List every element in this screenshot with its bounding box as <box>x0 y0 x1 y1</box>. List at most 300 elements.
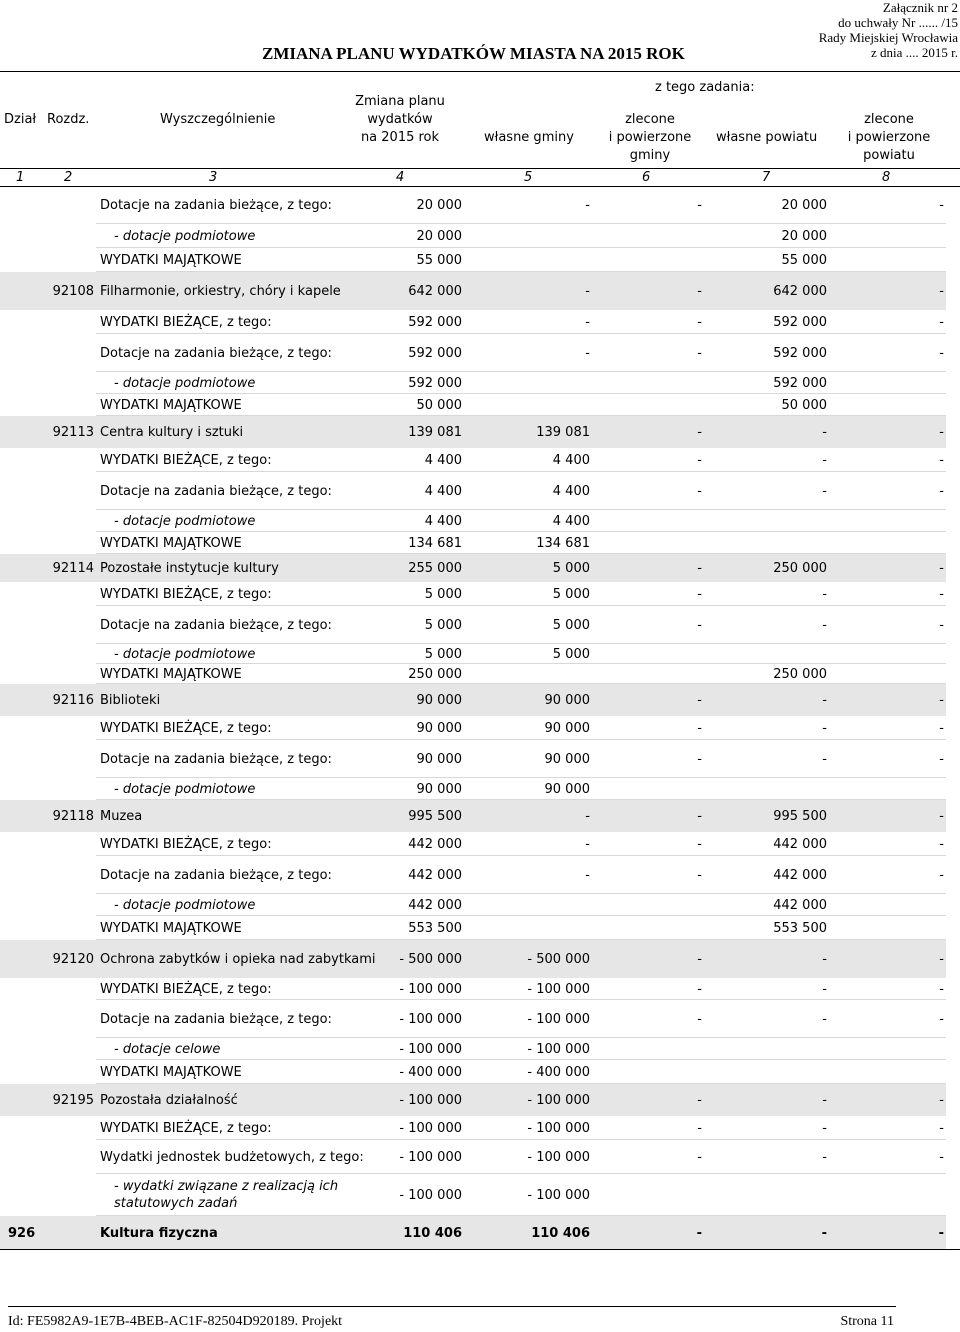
row-code <box>0 740 94 778</box>
cell-wlasne-powiatu: - <box>822 586 827 602</box>
cell-wlasne-gminy: - 100 000 <box>527 1149 590 1165</box>
cell-wlasne-gminy <box>480 224 590 248</box>
table-row <box>0 224 946 248</box>
row-code <box>0 1174 94 1216</box>
cell-zlecone-powiatu <box>840 664 944 684</box>
cell-zmiana-planu: 5 000 <box>424 617 462 633</box>
table-row <box>0 1060 946 1084</box>
cell-zlecone-gminy: - <box>697 1011 702 1027</box>
table-row <box>0 1216 946 1250</box>
table-row <box>0 832 946 856</box>
cell-zmiana-planu: 20 000 <box>416 228 462 244</box>
row-description: WYDATKI BIEŻĄCE, z tego: <box>100 720 272 736</box>
cell-zlecone-gminy: - <box>697 1149 702 1165</box>
header-dzial: Dział <box>4 112 37 127</box>
attachment-line: Rady Miejskiej Wrocławia <box>818 30 958 45</box>
cell-wlasne-powiatu: 55 000 <box>781 252 827 268</box>
cell-zlecone-powiatu: - <box>939 981 944 997</box>
row-description: WYDATKI BIEŻĄCE, z tego: <box>100 981 272 997</box>
cell-wlasne-powiatu: - <box>822 981 827 997</box>
cell-zlecone-gminy <box>600 394 702 416</box>
cell-zlecone-gminy: - <box>697 560 702 576</box>
cell-zlecone-powiatu: - <box>939 1092 944 1108</box>
cell-zlecone-gminy: - <box>697 751 702 767</box>
cell-zlecone-gminy: - <box>697 617 702 633</box>
table-bottom-divider <box>0 1249 960 1250</box>
cell-wlasne-powiatu: - <box>821 1225 827 1241</box>
cell-wlasne-powiatu: - <box>822 452 827 468</box>
cell-wlasne-powiatu: - <box>822 1092 827 1108</box>
cell-zlecone-powiatu <box>840 224 944 248</box>
row-code <box>0 224 94 248</box>
row-description: - dotacje podmiotowe <box>114 781 256 797</box>
cell-zlecone-powiatu <box>840 778 944 800</box>
table-row <box>0 644 946 664</box>
cell-zlecone-gminy: - <box>697 720 702 736</box>
cell-wlasne-powiatu: 592 000 <box>773 375 827 391</box>
cell-zmiana-planu: 592 000 <box>408 314 462 330</box>
cell-zmiana-planu: 20 000 <box>416 197 462 213</box>
cell-zlecone-gminy <box>600 224 702 248</box>
table-row <box>0 448 946 472</box>
cell-zlecone-powiatu <box>840 1174 944 1216</box>
cell-zlecone-gminy <box>600 644 702 664</box>
cell-wlasne-gminy <box>480 372 590 394</box>
cell-zmiana-planu: 442 000 <box>408 897 462 913</box>
header-line: Zmiana planu <box>355 94 445 109</box>
cell-zlecone-gminy <box>600 532 702 554</box>
cell-wlasne-powiatu: - <box>822 1149 827 1165</box>
row-code <box>0 1140 94 1174</box>
cell-zmiana-planu: 90 000 <box>416 720 462 736</box>
cell-zmiana-planu: 642 000 <box>408 283 462 299</box>
table-row <box>0 510 946 532</box>
row-code: 92108 <box>52 283 94 299</box>
table-row <box>0 894 946 916</box>
cell-wlasne-gminy: - 500 000 <box>527 951 590 967</box>
row-description: Dotacje na zadania bieżące, z tego: <box>100 1011 332 1027</box>
cell-zlecone-gminy: - <box>697 1092 702 1108</box>
cell-wlasne-powiatu: - <box>822 951 827 967</box>
cell-zlecone-powiatu <box>840 916 944 940</box>
row-code: 92118 <box>52 808 94 824</box>
row-description: Kultura fizyczna <box>100 1225 218 1241</box>
row-code <box>0 248 94 272</box>
row-description: - dotacje podmiotowe <box>114 897 256 913</box>
table-row <box>0 740 946 778</box>
cell-zlecone-gminy: - <box>697 836 702 852</box>
cell-zlecone-gminy: - <box>697 981 702 997</box>
row-description: Ochrona zabytków i opieka nad zabytkami <box>100 951 376 967</box>
cell-zlecone-powiatu: - <box>939 586 944 602</box>
table-row <box>0 1084 946 1116</box>
cell-zlecone-powiatu: - <box>939 751 944 767</box>
cell-wlasne-powiatu: - <box>822 1120 827 1136</box>
table-row <box>0 778 946 800</box>
cell-zlecone-gminy: - <box>697 867 702 883</box>
cell-zmiana-planu: - 100 000 <box>399 1092 462 1108</box>
cell-wlasne-powiatu <box>710 1060 827 1084</box>
row-description: - dotacje podmiotowe <box>114 646 256 662</box>
cell-zmiana-planu: 5 000 <box>424 586 462 602</box>
row-description: WYDATKI BIEŻĄCE, z tego: <box>100 836 272 852</box>
row-code <box>0 716 94 740</box>
table-row <box>0 1116 946 1140</box>
cell-wlasne-powiatu: 642 000 <box>773 283 827 299</box>
row-description: Muzea <box>100 808 143 824</box>
row-code: 926 <box>8 1225 36 1241</box>
header-line: zlecone <box>625 112 675 127</box>
row-code <box>0 186 94 224</box>
row-code <box>0 334 94 372</box>
cell-wlasne-gminy <box>480 916 590 940</box>
cell-wlasne-powiatu: - <box>822 617 827 633</box>
cell-zlecone-powiatu <box>840 1060 944 1084</box>
cell-wlasne-gminy: 139 081 <box>536 424 590 440</box>
table-row <box>0 664 946 684</box>
row-code <box>0 916 94 940</box>
table-row <box>0 272 946 310</box>
cell-zlecone-gminy <box>600 1038 702 1060</box>
table-row <box>0 1140 946 1174</box>
header-line: zlecone <box>864 112 914 127</box>
cell-zlecone-powiatu: - <box>939 720 944 736</box>
cell-zlecone-gminy: - <box>697 345 702 361</box>
row-code: 92114 <box>52 560 94 576</box>
cell-zlecone-gminy: - <box>696 1225 702 1241</box>
cell-wlasne-gminy: 5 000 <box>552 560 590 576</box>
cell-wlasne-gminy <box>480 394 590 416</box>
column-number: 8 <box>882 170 891 185</box>
row-code <box>0 532 94 554</box>
cell-zmiana-planu: 995 500 <box>408 808 462 824</box>
cell-zmiana-planu: 255 000 <box>408 560 462 576</box>
row-code <box>0 664 94 684</box>
cell-wlasne-powiatu: 995 500 <box>773 808 827 824</box>
cell-zlecone-gminy: - <box>697 283 702 299</box>
row-description: WYDATKI BIEŻĄCE, z tego: <box>100 1120 272 1136</box>
cell-wlasne-gminy: 90 000 <box>544 692 590 708</box>
header-wlasne-powiatu: własne powiatu <box>716 130 818 145</box>
cell-zlecone-powiatu: - <box>939 836 944 852</box>
cell-wlasne-gminy: 90 000 <box>544 720 590 736</box>
cell-wlasne-powiatu: 442 000 <box>773 836 827 852</box>
column-number: 5 <box>524 170 533 185</box>
cell-wlasne-powiatu: 250 000 <box>773 666 827 682</box>
row-description: - dotacje podmiotowe <box>114 513 256 529</box>
row-description: - wydatki związane z realizacją ich statutowych zadań <box>114 1179 339 1211</box>
cell-zmiana-planu: 553 500 <box>408 920 462 936</box>
table-row <box>0 1174 946 1216</box>
header-z-tego-zadania: z tego zadania: <box>655 80 755 95</box>
cell-zmiana-planu: 90 000 <box>416 781 462 797</box>
cell-wlasne-powiatu: 20 000 <box>781 228 827 244</box>
cell-wlasne-gminy: - 100 000 <box>527 1092 590 1108</box>
cell-wlasne-powiatu: 20 000 <box>781 197 827 213</box>
cell-zlecone-gminy <box>600 510 702 532</box>
table-row <box>0 554 946 582</box>
cell-zlecone-powiatu: - <box>939 692 944 708</box>
cell-zlecone-powiatu: - <box>939 483 944 499</box>
cell-wlasne-gminy: 5 000 <box>552 586 590 602</box>
cell-zlecone-powiatu: - <box>939 1011 944 1027</box>
cell-zmiana-planu: 442 000 <box>408 836 462 852</box>
cell-zmiana-planu: 592 000 <box>408 375 462 391</box>
cell-zlecone-gminy: - <box>697 197 702 213</box>
row-description: - dotacje podmiotowe <box>114 228 256 244</box>
cell-wlasne-gminy: - 100 000 <box>527 1187 590 1203</box>
cell-zmiana-planu: - 400 000 <box>399 1064 462 1080</box>
cell-wlasne-gminy <box>480 664 590 684</box>
cell-zmiana-planu: - 100 000 <box>399 1011 462 1027</box>
table-row <box>0 532 946 554</box>
cell-zlecone-gminy: - <box>697 452 702 468</box>
table-row <box>0 582 946 606</box>
cell-zlecone-powiatu: - <box>939 314 944 330</box>
table-row <box>0 334 946 372</box>
row-code <box>0 644 94 664</box>
cell-zmiana-planu: 250 000 <box>408 666 462 682</box>
cell-wlasne-powiatu: 553 500 <box>773 920 827 936</box>
row-description: Dotacje na zadania bieżące, z tego: <box>100 617 332 633</box>
column-number: 3 <box>209 170 218 185</box>
row-description: WYDATKI BIEŻĄCE, z tego: <box>100 452 272 468</box>
document-id: Id: FE5982A9-1E7B-4BEB-AC1F-82504D920189. Projekt <box>8 1314 343 1329</box>
cell-wlasne-gminy: - <box>585 808 590 824</box>
attachment-line: do uchwały Nr ...... /15 <box>838 15 958 30</box>
cell-zlecone-gminy: - <box>697 483 702 499</box>
row-code <box>0 856 94 894</box>
cell-wlasne-powiatu: - <box>822 692 827 708</box>
cell-zmiana-planu: - 100 000 <box>399 1120 462 1136</box>
cell-zlecone-gminy: - <box>697 692 702 708</box>
column-numbering-row <box>0 168 960 187</box>
cell-wlasne-powiatu: 592 000 <box>773 314 827 330</box>
column-number: 4 <box>396 170 405 185</box>
table-row <box>0 394 946 416</box>
attachment-line: Załącznik nr 2 <box>882 0 958 15</box>
cell-wlasne-gminy: 134 681 <box>536 535 590 551</box>
cell-wlasne-powiatu: 442 000 <box>773 867 827 883</box>
cell-zlecone-gminy <box>600 778 702 800</box>
header-wyszczegolnienie: Wyszczególnienie <box>160 112 276 127</box>
row-code <box>0 1060 94 1084</box>
cell-wlasne-gminy: - <box>585 314 590 330</box>
cell-wlasne-gminy: - 400 000 <box>527 1064 590 1080</box>
row-description: Dotacje na zadania bieżące, z tego: <box>100 751 332 767</box>
row-code <box>0 394 94 416</box>
cell-zlecone-powiatu: - <box>939 560 944 576</box>
cell-zlecone-gminy: - <box>697 1120 702 1136</box>
attachment-note <box>819 0 958 60</box>
cell-wlasne-powiatu <box>710 510 827 532</box>
cell-wlasne-powiatu <box>710 778 827 800</box>
cell-zmiana-planu: - 100 000 <box>399 1041 462 1057</box>
column-number: 6 <box>642 170 651 185</box>
cell-zlecone-gminy: - <box>697 586 702 602</box>
row-description: Biblioteki <box>100 692 161 708</box>
row-description: Dotacje na zadania bieżące, z tego: <box>100 483 332 499</box>
row-code <box>0 606 94 644</box>
table-row <box>0 800 946 832</box>
cell-wlasne-powiatu <box>710 1038 827 1060</box>
row-description: WYDATKI MAJĄTKOWE <box>100 535 242 551</box>
row-code <box>0 978 94 1000</box>
row-code: 92116 <box>52 692 94 708</box>
cell-wlasne-gminy: - <box>585 283 590 299</box>
cell-wlasne-gminy: - 100 000 <box>527 1120 590 1136</box>
cell-wlasne-gminy <box>480 248 590 272</box>
cell-zlecone-powiatu: - <box>939 283 944 299</box>
cell-wlasne-powiatu <box>710 532 827 554</box>
row-code <box>0 582 94 606</box>
row-description: Filharmonie, orkiestry, chóry i kapele <box>100 283 341 299</box>
cell-wlasne-gminy: - <box>585 345 590 361</box>
cell-zlecone-gminy <box>600 664 702 684</box>
row-description: WYDATKI MAJĄTKOWE <box>100 397 242 413</box>
header-zlecone-powiatu <box>842 111 936 165</box>
cell-zlecone-gminy: - <box>697 314 702 330</box>
row-code <box>0 1000 94 1038</box>
row-description: Centra kultury i sztuki <box>100 424 244 440</box>
cell-zmiana-planu: 442 000 <box>408 867 462 883</box>
row-description: Wydatki jednostek budżetowych, z tego: <box>100 1149 364 1165</box>
cell-zmiana-planu: - 100 000 <box>399 1187 462 1203</box>
cell-zlecone-powiatu: - <box>939 867 944 883</box>
column-number: 7 <box>762 170 771 185</box>
cell-zlecone-gminy: - <box>697 808 702 824</box>
cell-wlasne-gminy: - <box>585 867 590 883</box>
cell-wlasne-gminy: - 100 000 <box>527 1011 590 1027</box>
cell-wlasne-powiatu: - <box>822 751 827 767</box>
cell-zlecone-powiatu: - <box>939 1149 944 1165</box>
row-code <box>0 894 94 916</box>
page-number: Strona 11 <box>840 1314 894 1329</box>
cell-wlasne-powiatu: 250 000 <box>773 560 827 576</box>
cell-zlecone-powiatu: - <box>939 345 944 361</box>
table-row <box>0 416 946 448</box>
header-divider <box>0 71 960 72</box>
row-description: Dotacje na zadania bieżące, z tego: <box>100 867 332 883</box>
cell-wlasne-gminy: 90 000 <box>544 781 590 797</box>
cell-zlecone-powiatu <box>840 894 944 916</box>
header-line: na 2015 rok <box>360 130 440 145</box>
cell-wlasne-gminy: 110 406 <box>531 1225 590 1241</box>
cell-zmiana-planu: - 500 000 <box>399 951 462 967</box>
cell-zlecone-powiatu: - <box>939 808 944 824</box>
cell-wlasne-gminy: - 100 000 <box>527 1041 590 1057</box>
header-line: i powierzone <box>847 130 931 145</box>
table-row <box>0 186 946 224</box>
cell-zlecone-powiatu: - <box>939 1120 944 1136</box>
cell-zlecone-gminy <box>600 916 702 940</box>
cell-zlecone-powiatu: - <box>938 1225 944 1241</box>
table-row <box>0 1000 946 1038</box>
row-code <box>0 372 94 394</box>
row-description: Dotacje na zadania bieżące, z tego: <box>100 197 332 213</box>
cell-zmiana-planu: 592 000 <box>408 345 462 361</box>
cell-zmiana-planu: 5 000 <box>424 646 462 662</box>
row-description: WYDATKI MAJĄTKOWE <box>100 1064 242 1080</box>
cell-wlasne-powiatu: - <box>822 483 827 499</box>
cell-zlecone-powiatu: - <box>939 197 944 213</box>
cell-zlecone-powiatu: - <box>939 617 944 633</box>
cell-zlecone-powiatu: - <box>939 452 944 468</box>
row-description: WYDATKI MAJĄTKOWE <box>100 666 242 682</box>
cell-zmiana-planu: 90 000 <box>416 751 462 767</box>
cell-zlecone-powiatu <box>840 394 944 416</box>
cell-zlecone-powiatu <box>840 532 944 554</box>
cell-zmiana-planu: - 100 000 <box>399 981 462 997</box>
cell-wlasne-gminy: - 100 000 <box>527 981 590 997</box>
cell-wlasne-powiatu: 442 000 <box>773 897 827 913</box>
cell-zmiana-planu: 90 000 <box>416 692 462 708</box>
cell-zlecone-gminy <box>600 248 702 272</box>
cell-zlecone-powiatu <box>840 644 944 664</box>
table-row <box>0 1038 946 1060</box>
cell-wlasne-powiatu: - <box>822 720 827 736</box>
header-rozdz: Rozdz. <box>47 112 90 127</box>
table-row <box>0 248 946 272</box>
cell-zmiana-planu: 4 400 <box>424 483 462 499</box>
cell-wlasne-gminy: 4 400 <box>552 483 590 499</box>
attachment-line: z dnia .... 2015 r. <box>870 45 958 60</box>
row-code <box>0 1116 94 1140</box>
row-code <box>0 510 94 532</box>
cell-wlasne-gminy: 4 400 <box>552 513 590 529</box>
table-row <box>0 372 946 394</box>
cell-zlecone-powiatu: - <box>939 424 944 440</box>
cell-zlecone-gminy <box>600 1174 702 1216</box>
header-line: wydatków <box>367 112 433 127</box>
table-row <box>0 606 946 644</box>
cell-zlecone-gminy: - <box>697 424 702 440</box>
cell-zmiana-planu: 55 000 <box>416 252 462 268</box>
cell-wlasne-powiatu: 50 000 <box>781 397 827 413</box>
cell-wlasne-gminy: 90 000 <box>544 751 590 767</box>
table-row <box>0 472 946 510</box>
cell-zlecone-powiatu <box>840 372 944 394</box>
column-number: 2 <box>64 170 73 185</box>
cell-zmiana-planu: - 100 000 <box>399 1149 462 1165</box>
table-row <box>0 310 946 334</box>
row-code <box>0 1038 94 1060</box>
row-code <box>0 778 94 800</box>
row-description: WYDATKI BIEŻĄCE, z tego: <box>100 586 272 602</box>
cell-wlasne-powiatu: - <box>822 424 827 440</box>
page-title: ZMIANA PLANU WYDATKÓW MIASTA NA 2015 ROK <box>262 44 685 63</box>
row-description: WYDATKI MAJĄTKOWE <box>100 252 242 268</box>
cell-zlecone-gminy: - <box>697 951 702 967</box>
cell-zmiana-planu: 50 000 <box>416 397 462 413</box>
header-line: powiatu <box>863 148 915 163</box>
cell-zlecone-gminy <box>600 1060 702 1084</box>
cell-wlasne-gminy <box>480 894 590 916</box>
row-description: - dotacje podmiotowe <box>114 375 256 391</box>
cell-wlasne-gminy: 4 400 <box>552 452 590 468</box>
table-row <box>0 916 946 940</box>
cell-wlasne-gminy: - <box>585 197 590 213</box>
footer-divider <box>8 1306 896 1307</box>
cell-zmiana-planu: 139 081 <box>408 424 462 440</box>
cell-wlasne-powiatu <box>710 1174 827 1216</box>
cell-zlecone-powiatu: - <box>939 951 944 967</box>
cell-zmiana-planu: 4 400 <box>424 513 462 529</box>
cell-zlecone-powiatu <box>840 248 944 272</box>
row-description: WYDATKI BIEŻĄCE, z tego: <box>100 314 272 330</box>
row-description: Dotacje na zadania bieżące, z tego: <box>100 345 332 361</box>
header-wlasne-gminy: własne gminy <box>484 130 574 145</box>
